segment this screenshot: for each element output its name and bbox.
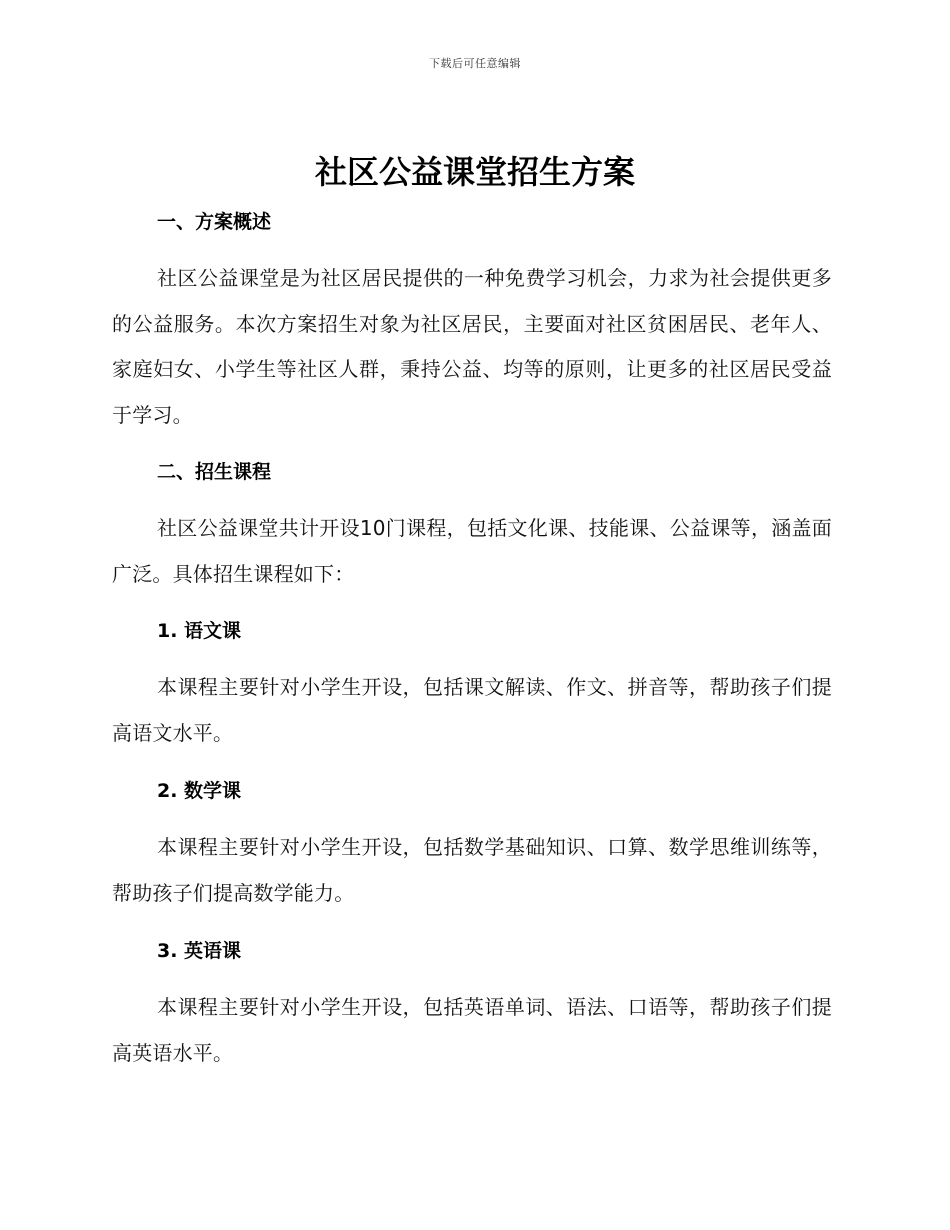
- section-heading-overview: 一、方案概述: [157, 211, 272, 233]
- course-heading-math: 2. 数学课: [157, 780, 242, 802]
- course-paragraph-math: 本课程主要针对小学生开设，包括数学基础知识、口算、数学思维训练等，帮助孩子们提高数学能力。: [112, 835, 832, 905]
- course-paragraph-chinese: 本课程主要针对小学生开设，包括课文解读、作文、拼音等，帮助孩子们提高语文水平。: [112, 675, 832, 745]
- course-paragraph-english: 本课程主要针对小学生开设，包括英语单词、语法、口语等，帮助孩子们提高英语水平。: [112, 995, 832, 1065]
- section-paragraph-courses: 社区公益课堂共计开设10门课程，包括文化课、技能课、公益课等，涵盖面广泛。具体招生课程如下：: [112, 516, 832, 586]
- section-heading-courses: 二、招生课程: [157, 461, 272, 483]
- course-heading-chinese: 1. 语文课: [157, 620, 242, 642]
- course-heading-english: 3. 英语课: [157, 940, 242, 962]
- section-paragraph-overview: 社区公益课堂是为社区居民提供的一种免费学习机会，力求为社会提供更多的公益服务。本次方案招生对象为社区居民，主要面对社区贫困居民、老年人、家庭妇女、小学生等社区人群，秉持公益、均等的原则，让更多的社区居民受益于学习。: [112, 266, 832, 427]
- page-header-note: 下载后可任意编辑: [429, 57, 521, 70]
- document-title: 社区公益课堂招生方案: [314, 153, 635, 191]
